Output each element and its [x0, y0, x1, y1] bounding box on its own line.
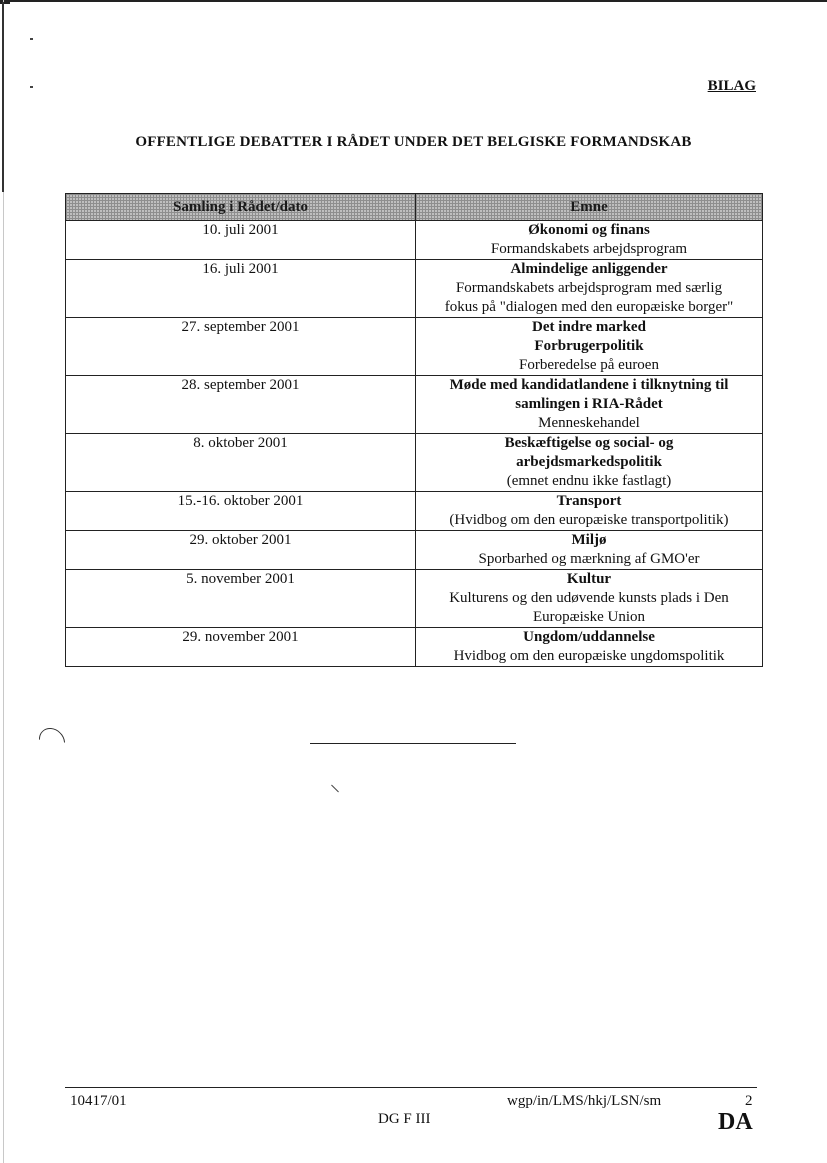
scan-speck: [30, 38, 33, 40]
footer-rule: [65, 1087, 757, 1088]
schedule-rows: [66, 221, 763, 667]
table-row: [66, 318, 763, 376]
session-date: 15.-16. oktober 2001: [66, 492, 416, 531]
table-row: [66, 570, 763, 628]
directorate: DG F III: [378, 1111, 431, 1127]
topic-heading: Transport: [556, 493, 622, 509]
session-topic: [416, 570, 763, 628]
page-number: 2: [745, 1093, 753, 1109]
topic-detail: Formandskabets arbejdsprogram: [490, 241, 688, 257]
topic-detail: Hvidbog om den europæiske ungdomspolitik: [453, 648, 725, 664]
topic-detail: Kulturens og den udøvende kunsts plads i Den: [449, 590, 729, 606]
topic-detail: Formandskabets arbejdsprogram med særlig: [455, 280, 723, 296]
table-row: [66, 260, 763, 318]
session-date: 10. juli 2001: [66, 221, 416, 260]
table-row: [66, 492, 763, 531]
session-topic: [416, 318, 763, 376]
session-date: 8. oktober 2001: [66, 434, 416, 492]
session-topic: [416, 628, 763, 667]
topic-heading: Møde med kandidatlandene i tilknytning til: [449, 377, 729, 393]
session-topic: [416, 376, 763, 434]
scan-edge-top: [0, 0, 827, 2]
session-date: 16. juli 2001: [66, 260, 416, 318]
topic-heading: Det indre marked: [532, 319, 646, 335]
scan-speck: [331, 785, 339, 793]
session-date: 27. september 2001: [66, 318, 416, 376]
topic-heading: Beskæftigelse og social- og: [504, 435, 674, 451]
session-date: 28. september 2001: [66, 376, 416, 434]
topic-detail: (emnet endnu ikke fastlagt): [506, 473, 672, 489]
document-reference: 10417/01: [70, 1093, 127, 1109]
table-row: [66, 434, 763, 492]
session-topic: [416, 434, 763, 492]
topic-heading: Miljø: [571, 532, 607, 548]
topic-detail: fokus på "dialogen med den europæiske borger": [444, 299, 734, 315]
language-code: DA: [718, 1109, 753, 1135]
session-date: 29. november 2001: [66, 628, 416, 667]
session-date: 5. november 2001: [66, 570, 416, 628]
topic-heading: arbejdsmarkedspolitik: [516, 454, 662, 470]
scan-mark: [34, 723, 71, 760]
topic-detail: Forberedelse på euroen: [519, 357, 659, 373]
topic-heading: samlingen i RIA-Rådet: [515, 396, 663, 412]
table-row: [66, 531, 763, 570]
table-row: [66, 376, 763, 434]
session-topic: [416, 221, 763, 260]
table-row: [66, 628, 763, 667]
topic-heading: Kultur: [566, 571, 612, 587]
session-topic: [416, 260, 763, 318]
topic-detail: Sporbarhed og mærkning af GMO'er: [478, 551, 700, 567]
document-title: OFFENTLIGE DEBATTER I RÅDET UNDER DET BELGISKE FORMANDSKAB: [135, 134, 692, 150]
topic-heading: Ungdom/uddannelse: [523, 629, 655, 645]
table-row: [66, 221, 763, 260]
column-header-date: Samling i Rådet/dato: [66, 194, 416, 221]
topic-detail: Europæiske Union: [532, 609, 646, 625]
topic-heading: Almindelige anliggender: [510, 261, 668, 277]
topic-detail: Menneskehandel: [538, 415, 640, 431]
document-code: wgp/in/LMS/hkj/LSN/sm: [507, 1093, 662, 1109]
scan-edge-left-mark: [2, 2, 4, 192]
topic-detail: (Hvidbog om den europæiske transportpolitik): [449, 512, 729, 528]
session-topic: [416, 492, 763, 531]
session-date: 29. oktober 2001: [66, 531, 416, 570]
topic-heading: Forbrugerpolitik: [534, 338, 644, 354]
topic-heading: Økonomi og finans: [528, 222, 650, 238]
scan-speck: [30, 86, 33, 88]
session-topic: [416, 531, 763, 570]
column-header-topic: Emne: [416, 194, 763, 221]
table-header-row: [66, 194, 763, 221]
schedule-table: [65, 193, 763, 667]
end-rule: [310, 743, 516, 744]
annex-label: BILAG: [707, 78, 756, 94]
